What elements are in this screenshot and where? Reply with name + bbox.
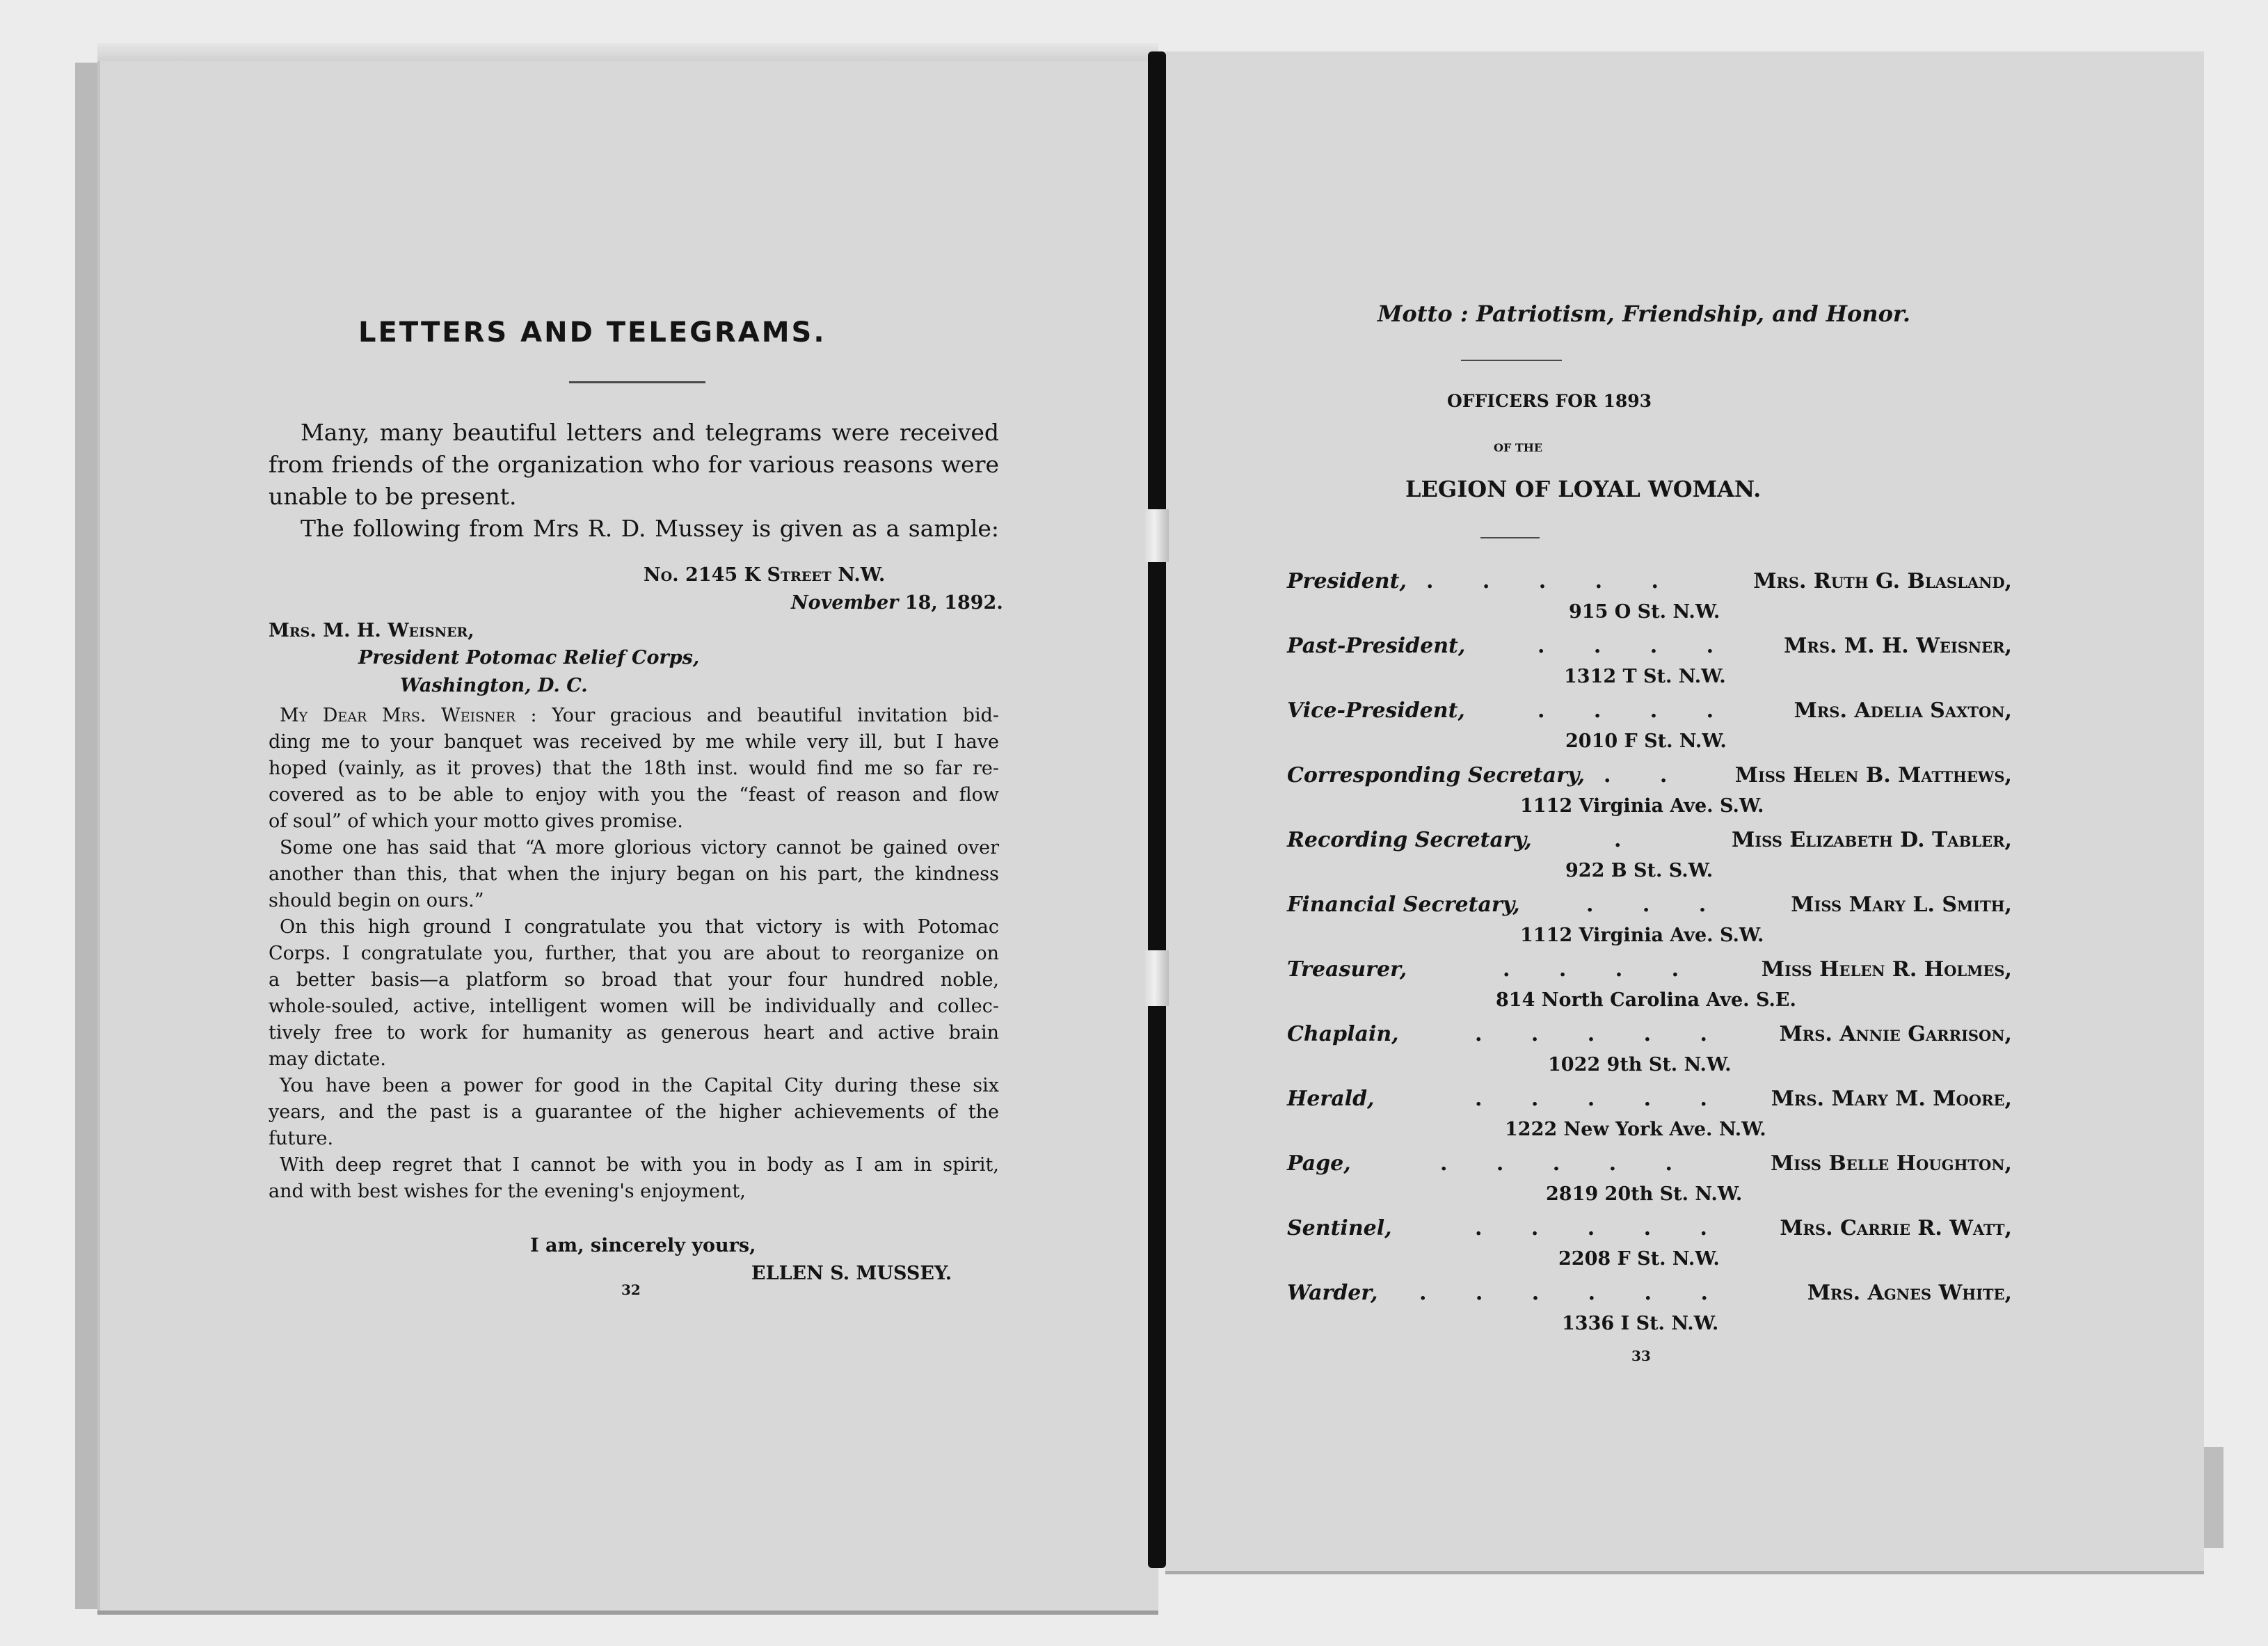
letter-line: may dictate. — [269, 1048, 386, 1070]
spine-stitch-gap — [1145, 950, 1169, 1006]
motto-divider — [1461, 360, 1562, 361]
officer-title: Past-President, — [1287, 634, 1466, 658]
officers-subheading: OF THE — [1494, 441, 1543, 454]
leader-dots: . . . . . — [1426, 569, 1679, 593]
officer-row — [1287, 1022, 2012, 1053]
officer-row — [1287, 1281, 2012, 1311]
organization-divider — [1480, 537, 1540, 538]
intro-paragraph — [269, 417, 999, 545]
letter-date: November 18, 1892. — [791, 592, 1003, 614]
officer-title: Herald, — [1287, 1087, 1375, 1111]
officer-address: 1312 T St. N.W. — [1564, 666, 1726, 687]
letter-line: should begin on ours.” — [269, 890, 484, 911]
officers-heading: OFFICERS FOR 1893 — [1447, 391, 1652, 411]
officer-name: Mrs. Ruth G. Blasland, — [1753, 569, 2012, 593]
officer-title: Vice-President, — [1287, 698, 1465, 723]
leader-dots: . . — [1604, 763, 1688, 788]
letter-line: another than this, that when the injury began on his part, the kindness — [269, 863, 999, 885]
letter-line: covered as to be able to enjoy with you the “feast of reason and flow — [269, 784, 999, 806]
letter-body — [269, 703, 999, 1205]
officer-address: 1336 I St. N.W. — [1562, 1313, 1719, 1334]
letter-line: years, and the past is a guarantee of the higher achievements of the — [269, 1101, 999, 1123]
officer-name: Mrs. Agnes White, — [1807, 1281, 2012, 1305]
page-number-right: 33 — [1631, 1348, 1651, 1364]
leader-dots: . . . . . . — [1419, 1281, 1729, 1305]
officer-address: 2208 F St. N.W. — [1558, 1248, 1720, 1270]
officer-title: Page, — [1287, 1151, 1351, 1176]
letter-line: and with best wishes for the evening's enjoyment, — [269, 1181, 746, 1202]
recipient-name: Mrs. M. H. Weisner, — [269, 620, 474, 641]
officer-address: 1222 New York Ave. N.W. — [1505, 1119, 1766, 1140]
leader-dots: . . . . — [1538, 698, 1735, 723]
officer-title: Financial Secretary, — [1287, 893, 1520, 917]
leader-dots: . . . . . — [1440, 1151, 1693, 1176]
intro-line: Many, many beautiful letters and telegrams were received — [301, 419, 999, 446]
letter-line: hoped (vainly, as it proves) that the 18th inst. would find me so far re- — [269, 758, 999, 779]
officer-name: Miss Belle Houghton, — [1771, 1151, 2012, 1176]
officer-address: 922 B St. S.W. — [1565, 860, 1714, 881]
letter-line: Some one has said that “A more glorious victory cannot be gained over — [280, 837, 999, 858]
officer-row — [1287, 569, 2012, 600]
letter-address: No. 2145 K Street N.W. — [644, 564, 886, 586]
officer-title: Chaplain, — [1287, 1022, 1399, 1046]
letter-line: With deep regret that I cannot be with you in body as I am in spirit, — [280, 1154, 999, 1176]
officer-row — [1287, 1087, 2012, 1117]
officer-row — [1287, 1151, 2012, 1182]
officer-name: Miss Helen B. Matthews, — [1734, 763, 2012, 788]
left-page-heading: LETTERS AND TELEGRAMS. — [358, 317, 826, 349]
leader-dots: . . . . . — [1475, 1216, 1728, 1240]
leader-dots: . . . . . — [1475, 1087, 1728, 1111]
letter-closing: I am, sincerely yours, — [530, 1235, 756, 1256]
officer-row — [1287, 893, 2012, 923]
officer-row — [1287, 1216, 2012, 1247]
officer-address: 1112 Virginia Ave. S.W. — [1520, 925, 1764, 946]
officer-address: 915 O St. N.W. — [1569, 601, 1720, 623]
organization-name: LEGION OF LOYAL WOMAN. — [1405, 476, 1762, 502]
officer-name: Mrs. Mary M. Moore, — [1771, 1087, 2012, 1111]
leader-dots: . . . . — [1538, 634, 1735, 658]
recipient-title: President Potomac Relief Corps, — [358, 647, 700, 669]
heading-divider — [569, 381, 705, 383]
letter-line: a better basis—a platform so broad that your four hundred noble, — [269, 969, 999, 991]
page-number-left: 32 — [621, 1281, 641, 1298]
recipient-city: Washington, D. C. — [400, 675, 588, 696]
leader-dots: . — [1614, 828, 1643, 852]
letter-line: of soul” of which your motto gives promise. — [269, 810, 683, 832]
officer-title: President, — [1287, 569, 1407, 593]
officer-title: Sentinel, — [1287, 1216, 1392, 1240]
officer-row — [1287, 957, 2012, 988]
intro-line: unable to be present. — [269, 483, 517, 510]
letter-line: You have been a power for good in the Capital City during these six — [280, 1075, 999, 1096]
letter-line: On this high ground I congratulate you that victory is with Potomac — [280, 916, 999, 938]
officer-title: Corresponding Secretary, — [1287, 763, 1585, 788]
officer-title: Warder, — [1287, 1281, 1378, 1305]
leader-dots: . . . . — [1503, 957, 1700, 982]
officer-name: Mrs. Adelia Saxton, — [1794, 698, 2012, 723]
officer-name: Miss Elizabeth D. Tabler, — [1732, 828, 2012, 852]
officer-address: 814 North Carolina Ave. S.E. — [1496, 989, 1796, 1011]
spine-stitch-gap — [1145, 509, 1169, 562]
officer-row — [1287, 698, 2012, 729]
letter-line: whole-souled, active, intelligent women will be individually and collec- — [269, 996, 999, 1017]
officer-name: Mrs. Annie Garrison, — [1779, 1022, 2012, 1046]
officer-title: Treasurer, — [1287, 957, 1407, 982]
letter-line: My Dear Mrs. Weisner : Your gracious and beautiful invitation bid- — [280, 705, 999, 726]
letter-signature: ELLEN S. MUSSEY. — [751, 1263, 952, 1284]
officer-address: 1022 9th St. N.W. — [1548, 1054, 1732, 1076]
intro-line: from friends of the organization who for various reasons were — [269, 451, 999, 478]
leader-dots: . . . — [1586, 893, 1727, 917]
letter-line: future. — [269, 1128, 334, 1149]
officer-name: Miss Mary L. Smith, — [1791, 893, 2012, 917]
letter-line: ding me to your banquet was received by me while very ill, but I have — [269, 731, 999, 753]
motto: Motto : Patriotism, Friendship, and Honor. — [1377, 301, 1910, 327]
officer-address: 1112 Virginia Ave. S.W. — [1520, 795, 1764, 817]
page-top-edge-shadow — [97, 43, 1158, 63]
intro-line: The following from Mrs R. D. Mussey is given as a sample: — [301, 515, 999, 542]
letter-line: Corps. I congratulate you, further, that you are about to reorganize on — [269, 943, 999, 964]
officer-row — [1287, 763, 2012, 794]
officer-row — [1287, 634, 2012, 664]
officer-name: Mrs. Carrie R. Watt, — [1780, 1216, 2012, 1240]
officer-name: Miss Helen R. Holmes, — [1761, 957, 2012, 982]
officer-address: 2819 20th St. N.W. — [1546, 1183, 1743, 1205]
letter-line: tively free to work for humanity as generous heart and active brain — [269, 1022, 999, 1044]
book-spine — [1148, 51, 1166, 1568]
officer-name: Mrs. M. H. Weisner, — [1784, 634, 2012, 658]
right-page-edge-shadow — [2204, 1447, 2223, 1548]
officer-title: Recording Secretary, — [1287, 828, 1532, 852]
leader-dots: . . . . . — [1475, 1022, 1728, 1046]
officer-address: 2010 F St. N.W. — [1565, 730, 1727, 752]
officer-row — [1287, 828, 2012, 858]
